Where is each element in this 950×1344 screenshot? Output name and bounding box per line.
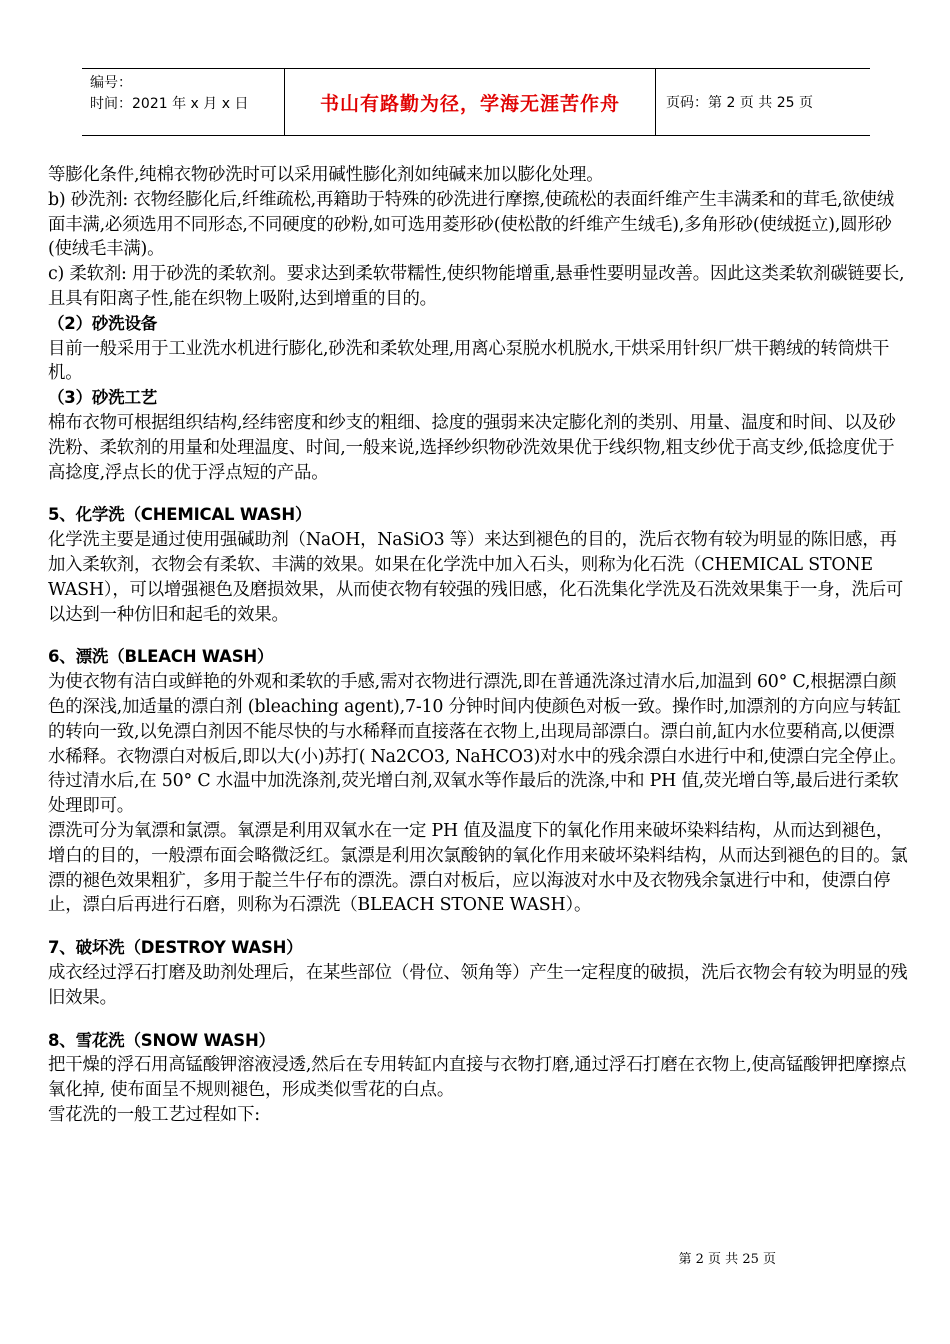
page-header (82, 68, 870, 136)
paragraph: 化学洗主要是通过使用强碱助剂（NaOH，NaSiO3 等）来达到褪色的目的，洗后衣物有较为明显的陈旧感，再加入柔软剂，衣物会有柔软、丰满的效果。如果在化学洗中加入石头，则称为化石洗（CHEMICAL STONE WASH），可以增强褪色及磨损效果，从而使衣物有较强的残旧感，化石洗集化学洗及石洗效果集于一身，洗后可以达到一种仿旧和起毛的效果。 (48, 530, 904, 625)
paragraph: b) 砂洗剂: 衣物经膨化后,纤维疏松,再籍助于特殊的砂洗进行摩擦,使疏松的表面纤维产生丰满柔和的茸毛,欲使绒面丰满,必须选用不同形态,不同硬度的砂粉,如可选用菱形砂(使松散的纤维产生绒毛),多角形砂(使绒挺立),圆形砂(使绒毛丰满)。 (48, 189, 894, 260)
header-time: 时间：2021 年 x 月 x 日 (90, 96, 249, 112)
header-motto-cell (284, 69, 656, 135)
section-heading: 7、破坏洗（DESTROY WASH） (48, 938, 303, 958)
paragraph: 成衣经过浮石打磨及助剂处理后，在某些部位（骨位、领角等）产生一定程度的破损，洗后衣物会有较为明显的残旧效果。 (48, 962, 908, 1008)
header-page-number: 页码：第 2 页 共 25 页 (666, 95, 813, 111)
header-motto: 书山有路勤为径，学海无涯苦作舟 (319, 92, 620, 115)
paragraph: 目前一般采用于工业洗水机进行膨化,砂洗和柔软处理,用离心泵脱水机脱水,干烘采用针织厂烘干鹅绒的转筒烘干机。 (48, 338, 890, 384)
paragraph: 雪花洗的一般工艺过程如下: (48, 1104, 260, 1125)
paragraph: 把干燥的浮石用高锰酸钾溶液浸透,然后在专用转缸内直接与衣物打磨,通过浮石打磨在衣物上,使高锰酸钾把摩擦点氧化掉, 使布面呈不规则褪色，形成类似雪花的白点。 (48, 1055, 907, 1101)
section-heading: 5、化学洗（CHEMICAL WASH） (48, 505, 312, 525)
paragraph: 棉布衣物可根据组织结构,经纬密度和纱支的粗细、捻度的强弱来决定膨化剂的类别、用量、温度和时间、以及砂洗粉、柔软剂的用量和处理温度、时间,一般来说,选择纱织物砂洗效果优于线织物,粗支纱优于高支纱,低捻度优于高捻度,浮点长的优于浮点短的产品。 (48, 412, 896, 483)
section-heading: 6、漂洗（BLEACH WASH） (48, 647, 274, 667)
header-number: 编号： (90, 75, 132, 91)
footer-page-number: 第 2 页 共 25 页 (678, 1252, 776, 1267)
page-footer (0, 1248, 950, 1267)
subsection-heading: （2）砂洗设备 (48, 313, 158, 333)
subsection-heading: （3）砂洗工艺 (48, 388, 158, 408)
document-body (48, 163, 910, 1128)
section-heading: 8、雪花洗（SNOW WASH） (48, 1030, 275, 1050)
header-page-cell (656, 69, 870, 135)
paragraph: c) 柔软剂: 用于砂洗的柔软剂。要求达到柔软带糯性,使织物能增重,悬垂性要明显改善。因此这类柔软剂碳链要长,且具有阳离子性,能在织物上吸附,达到增重的目的。 (48, 264, 905, 309)
paragraph: 等膨化条件,纯棉衣物砂洗时可以采用碱性膨化剂如纯碱来加以膨化处理。 (48, 165, 604, 185)
header-meta (82, 69, 284, 135)
paragraph: 漂洗可分为氧漂和氯漂。氧漂是利用双氧水在一定 PH 值及温度下的氧化作用来破坏染料结构，从而达到褪色，增白的目的，一般漂布面会略微泛红。氯漂是利用次氯酸钠的氧化作用来破坏染料结构，从而达到褪色的目的。氯漂的褪色效果粗犷，多用于靛兰牛仔布的漂洗。漂白对板后，应以海波对水中及衣物残余氯进行中和，使漂白停止，漂白后再进行石磨，则称为石漂洗（BLEACH STONE WASH）。 (48, 820, 908, 916)
paragraph: 为使衣物有洁白或鲜艳的外观和柔软的手感,需对衣物进行漂洗,即在普通洗涤过清水后,加温到 60° C,根据漂白颜色的深浅,加适量的漂白剂 (bleaching agent),7-10 分钟时间内使颜色对板一致。操作时,加漂剂的方向应与转缸的转向一致,以免漂白剂因不能尽快的与水稀释而直接落在衣物上,出现局部漂白。漂白前,缸内水位要稍高,以便漂水稀释。衣物漂白对板后,即以大(小)苏打( Na2CO3, NaHCO3)对水中的残余漂白水进行中和,使漂白完全停止。待过清水后,在 50° C 水温中加洗涤剂,荧光增白剂,双氧水等作最后的洗涤,中和 PH 值,荧光增白等,最后进行柔软处理即可。 (48, 672, 907, 817)
